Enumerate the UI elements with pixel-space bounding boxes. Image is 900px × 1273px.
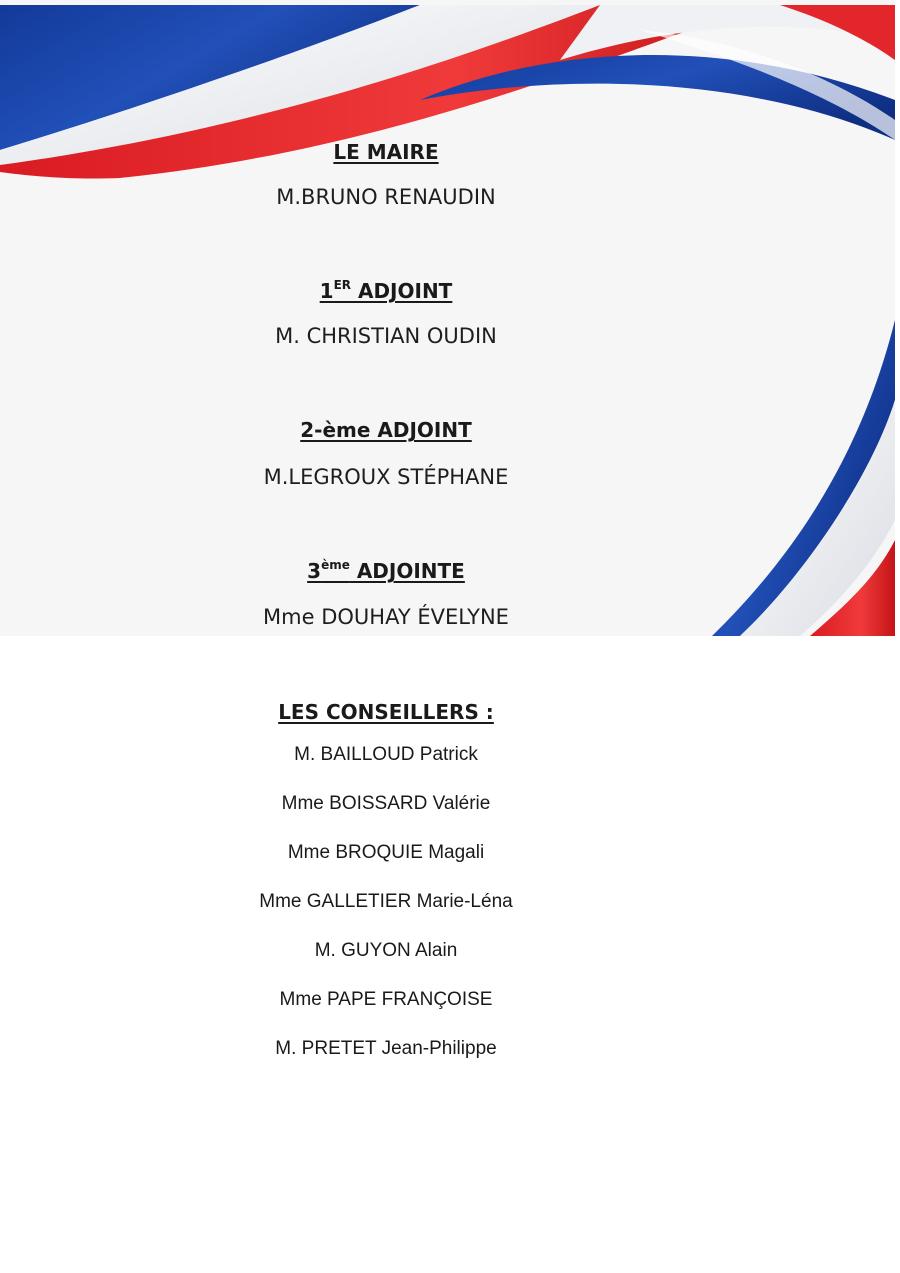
first-deputy-heading-suffix: ER [333,278,352,292]
first-deputy-heading [0,279,772,303]
french-flag-ribbon-background [0,0,900,636]
third-deputy-heading-suffix: ème [321,558,350,572]
first-deputy-heading-title: ADJOINT [351,279,453,303]
mayor-name: M.BRUNO RENAUDIN [276,185,496,209]
councillor-item: M. BAILLOUD Patrick [294,744,478,765]
third-deputy-heading-title: ADJOINTE [349,559,465,583]
first-deputy-name: M. CHRISTIAN OUDIN [275,324,497,348]
councillor-item: Mme BROQUIE Magali [287,842,485,863]
councillor-item: Mme PAPE FRANÇOISE [279,989,493,1010]
councillor-item: M. PRETET Jean-Philippe [275,1038,497,1059]
third-deputy-heading-number: 3 [307,559,322,583]
first-deputy-heading-number: 1 [319,279,334,303]
third-deputy-name: Mme DOUHAY ÉVELYNE [263,605,509,629]
councillors-heading: LES CONSEILLERS : [278,700,494,724]
second-deputy-name: M.LEGROUX STÉPHANE [263,465,509,489]
councillor-item: Mme GALLETIER Marie-Léna [259,891,513,912]
third-deputy-heading [0,559,772,583]
councillor-item: M. GUYON Alain [314,940,458,961]
councillor-item: Mme BOISSARD Valérie [281,793,491,814]
second-deputy-heading: 2-ème ADJOINT [300,418,472,442]
mayor-heading: LE MAIRE [333,140,439,164]
